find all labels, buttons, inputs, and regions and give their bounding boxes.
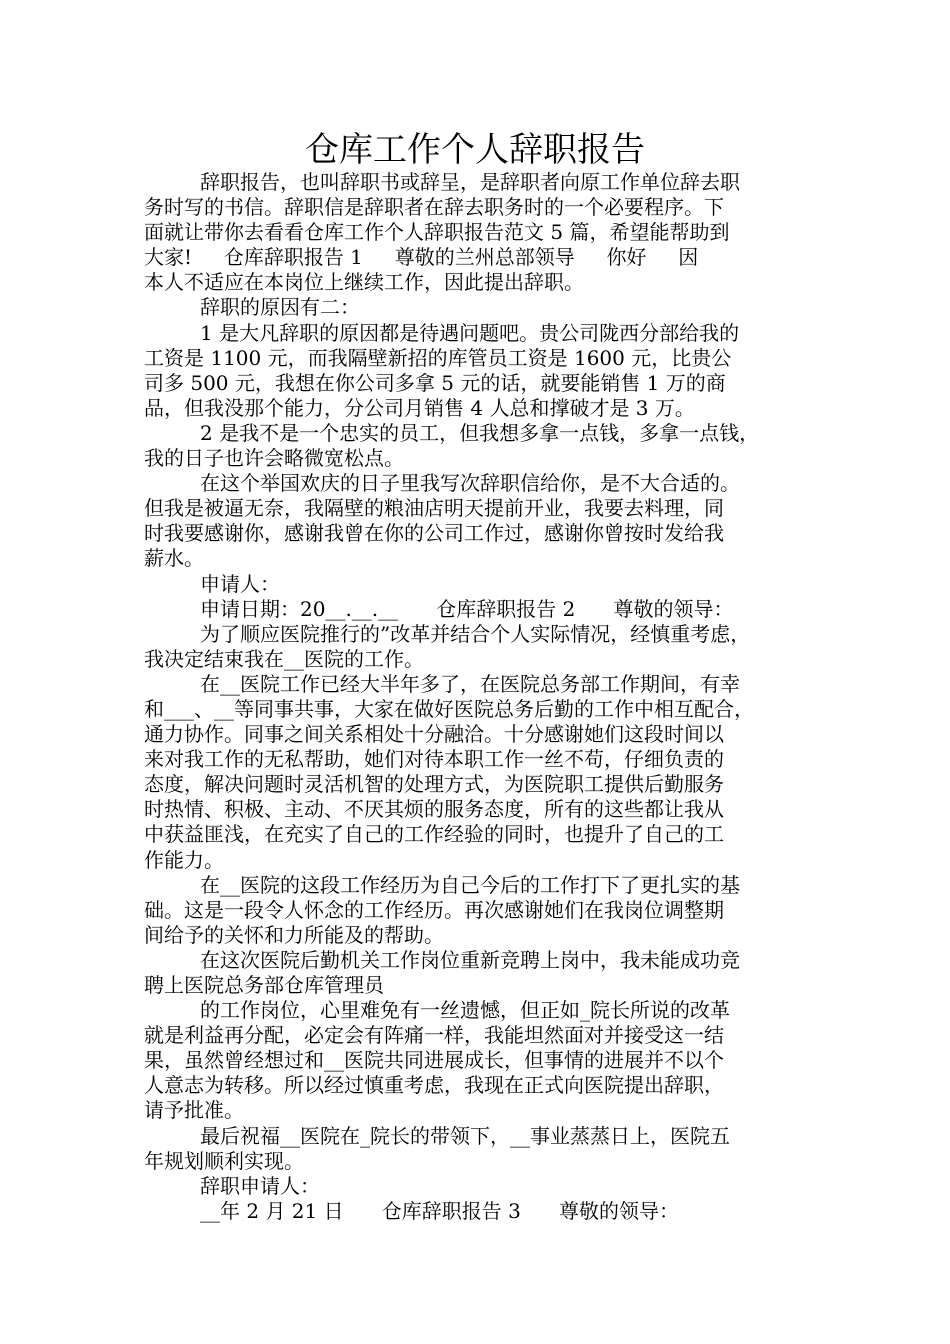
text-line: 为了顺应医院推行的”改革并结合个人实际情况，经慎重考虑， <box>200 621 751 646</box>
text-line: 请予批准。 <box>144 1098 244 1123</box>
text-line: 时我要感谢你，感谢我曾在你的公司工作过，感谢你曾按时发给我 <box>144 521 724 546</box>
text-line: 间给予的关怀和力所能及的帮助。 <box>144 922 444 947</box>
text-line: 聘上医院总务部仓库管理员 <box>144 973 384 997</box>
document-title: 仓库工作个人辞职报告 <box>305 130 645 170</box>
text-line: 我的日子也许会略微宽松点。 <box>144 446 404 471</box>
text-line: 的工作岗位，心里难免有一丝遗憾，但正如_院长所说的改革 <box>200 998 730 1023</box>
text-line: 中获益匪浅，在充实了自己的工作经验的同时，也提升了自己的工 <box>144 822 724 847</box>
text-line: 在这次医院后勤机关工作岗位重新竞聘上岗中，我未能成功竞 <box>200 947 740 972</box>
text-line: 务时写的书信。辞职信是辞职者在辞去职务时的一个必要程序。下 <box>144 195 724 220</box>
text-line: 品，但我没那个能力，分公司月销售 4 人总和撑破才是 3 万。 <box>144 395 695 420</box>
text-line: 我决定结束我在__医院的工作。 <box>144 646 424 671</box>
text-line: 薪水。 <box>144 546 204 571</box>
text-line: 辞职的原因有二： <box>200 295 360 320</box>
text-line: 和___、__等同事共事，大家在做好医院总务后勤的工作中相互配合， <box>144 696 754 721</box>
text-line: 果，虽然曾经想过和__医院共同进展成长，但事情的进展并不以个 <box>144 1048 724 1073</box>
text-line: 工资是 1100 元，而我隔壁新招的库管员工资是 1600 元，比贵公 <box>144 345 732 370</box>
text-line: 时热情、积极、主动、不厌其烦的服务态度，所有的这些都让我从 <box>144 797 724 822</box>
text-line: 司多 500 元，我想在你公司多拿 5 元的话，就要能销售 1 万的商 <box>144 370 726 395</box>
text-line: 申请日期：20__.__.__ 仓库辞职报告 2 尊敬的领导： <box>200 596 734 621</box>
text-line: 来对我工作的无私帮助，她们对待本职工作一丝不苟，仔细负责的 <box>144 747 724 772</box>
document-body <box>144 170 806 1224</box>
text-line: 年规划顺利实现。 <box>144 1148 304 1173</box>
text-line: 辞职报告，也叫辞职书或辞呈，是辞职者向原工作单位辞去职 <box>200 170 740 194</box>
text-line: 就是利益再分配，必定会有阵痛一样，我能坦然面对并接受这一结 <box>144 1023 724 1048</box>
text-line: 在__医院工作已经大半年多了，在医院总务部工作期间，有幸 <box>200 671 740 696</box>
text-line: 在这个举国欢庆的日子里我写次辞职信给你，是不大合适的。 <box>200 471 740 496</box>
text-line: 在__医院的这段工作经历为自己今后的工作打下了更扎实的基 <box>200 872 740 897</box>
text-line: 态度，解决问题时灵活机智的处理方式，为医院职工提供后勤服务 <box>144 772 724 797</box>
text-line: 通力协作。同事之间关系相处十分融洽。十分感谢她们这段时间以 <box>144 722 724 747</box>
text-line: 大家! 仓库辞职报告 1 尊敬的兰州总部领导 你好 因 <box>144 245 699 270</box>
text-line: 辞职申请人： <box>200 1173 320 1198</box>
text-line: 申请人： <box>200 571 280 596</box>
text-line: 但我是被逼无奈，我隔壁的粮油店明天提前开业，我要去料理，同 <box>144 496 724 521</box>
text-line: 本人不适应在本岗位上继续工作，因此提出辞职。 <box>144 270 584 295</box>
text-line: 人意志为转移。所以经过慎重考虑，我现在正式向医院提出辞职， <box>144 1073 724 1098</box>
text-line: 2 是我不是一个忠实的员工，但我想多拿一点钱，多拿一点钱， <box>200 420 760 445</box>
text-line: 面就让带你去看看仓库工作个人辞职报告范文 5 篇，希望能帮助到 <box>144 220 730 245</box>
text-line: __年 2 月 21 日 仓库辞职报告 3 尊敬的领导： <box>200 1198 679 1223</box>
text-line: 最后祝福__医院在_院长的带领下，__事业蒸蒸日上，医院五 <box>200 1123 730 1148</box>
text-line: 作能力。 <box>144 847 224 872</box>
text-line: 础。这是一段令人怀念的工作经历。再次感谢她们在我岗位调整期 <box>144 897 724 922</box>
text-line: 1 是大凡辞职的原因都是待遇问题吧。贵公司陇西分部给我的 <box>200 320 740 345</box>
